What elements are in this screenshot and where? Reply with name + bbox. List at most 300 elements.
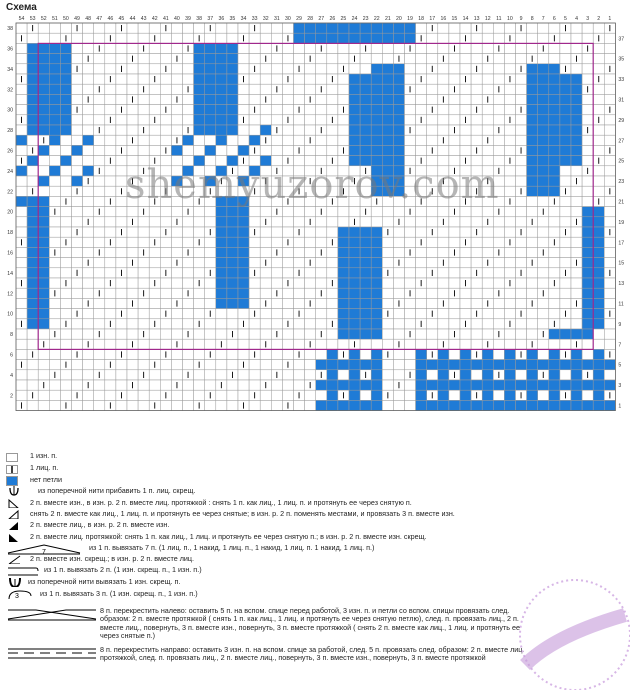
chart-cell: [105, 390, 116, 400]
chart-cell: [460, 84, 471, 94]
chart-cell: [460, 54, 471, 64]
chart-cell-empty: [349, 268, 360, 278]
column-number: 12: [484, 16, 491, 22]
chart-cell-empty: [582, 247, 593, 257]
chart-cell: [449, 33, 460, 43]
chart-cell: [127, 227, 138, 237]
chart-cell: [560, 237, 571, 247]
chart-cell: [294, 74, 305, 84]
chart-cell: [604, 339, 615, 349]
chart-cell-empty: [60, 94, 71, 104]
chart-cell-empty: [360, 400, 371, 410]
hook-icon: [6, 565, 40, 576]
chart-cell-empty: [227, 64, 238, 74]
chart-cell-empty: [371, 64, 382, 74]
chart-cell: [593, 94, 604, 104]
chart-cell: [560, 54, 571, 64]
chart-cell: [16, 105, 27, 115]
chart-cell: [604, 33, 615, 43]
chart-cell: [149, 380, 160, 390]
chart-cell: [16, 176, 27, 186]
row-number-left: 8: [10, 332, 13, 339]
chart-cell: [49, 309, 60, 319]
chart-cell: [493, 94, 504, 104]
column-number: 18: [418, 16, 425, 22]
vertical-bar-icon: [6, 465, 18, 474]
chart-cell: [482, 74, 493, 84]
chart-cell: [127, 319, 138, 329]
chart-cell: [249, 370, 260, 380]
chart-cell: [516, 94, 527, 104]
chart-cell: [127, 288, 138, 298]
chart-cell: [593, 339, 604, 349]
chart-cell: [516, 156, 527, 166]
chart-cell: [94, 380, 105, 390]
chart-cell-empty: [38, 176, 49, 186]
chart-cell: [171, 23, 182, 33]
chart-cell-empty: [593, 237, 604, 247]
chart-cell: [416, 217, 427, 227]
chart-cell-empty: [205, 64, 216, 74]
chart-cell: [83, 74, 94, 84]
cross-right-icon: [6, 646, 98, 660]
chart-cell: [194, 247, 205, 257]
chart-cell: [238, 370, 249, 380]
chart-cell: [83, 288, 94, 298]
chart-cell: [49, 186, 60, 196]
chart-cell: [249, 84, 260, 94]
chart-cell: [249, 125, 260, 135]
chart-cell: [72, 237, 83, 247]
chart-cell-empty: [360, 74, 371, 84]
chart-cell-empty: [360, 268, 371, 278]
chart-cell: [149, 349, 160, 359]
row-number-left: 2: [10, 393, 13, 400]
chart-cell: [194, 298, 205, 308]
chart-cell: [105, 247, 116, 257]
chart-cell: [527, 196, 538, 206]
chart-cell: [16, 54, 27, 64]
chart-cell: [227, 145, 238, 155]
chart-cell-empty: [527, 125, 538, 135]
chart-cell: [216, 400, 227, 410]
chart-cell: [94, 115, 105, 125]
chart-cell-empty: [338, 288, 349, 298]
chart-cell: [305, 207, 316, 217]
chart-cell: [438, 23, 449, 33]
chart-cell-empty: [504, 370, 515, 380]
chart-cell: [60, 370, 71, 380]
chart-cell: [49, 237, 60, 247]
row-number-right: 3: [618, 383, 622, 390]
chart-cell-empty: [571, 380, 582, 390]
chart-cell: [538, 217, 549, 227]
chart-cell: [138, 360, 149, 370]
chart-cell: [482, 268, 493, 278]
chart-cell: [16, 349, 27, 359]
chart-cell: [105, 23, 116, 33]
chart-cell: [60, 309, 71, 319]
chart-cell-empty: [527, 380, 538, 390]
chart-cell: [516, 247, 527, 257]
chart-cell-empty: [49, 115, 60, 125]
chart-cell: [271, 94, 282, 104]
chart-cell: [460, 227, 471, 237]
chart-cell: [16, 125, 27, 135]
chart-cell: [449, 64, 460, 74]
chart-cell-empty: [27, 105, 38, 115]
chart-cell-empty: [316, 33, 327, 43]
chart-cell: [149, 105, 160, 115]
row-number-right: 37: [618, 36, 625, 43]
chart-cell: [504, 145, 515, 155]
chart-cell: [604, 176, 615, 186]
chart-cell-empty: [294, 33, 305, 43]
chart-cell: [149, 94, 160, 104]
chart-cell: [382, 298, 393, 308]
chart-cell: [94, 258, 105, 268]
chart-cell: [516, 339, 527, 349]
chart-cell: [271, 115, 282, 125]
chart-cell: [438, 33, 449, 43]
chart-cell: [360, 64, 371, 74]
chart-cell: [604, 196, 615, 206]
chart-cell-empty: [549, 74, 560, 84]
chart-cell: [16, 186, 27, 196]
chart-cell: [105, 349, 116, 359]
chart-cell: [271, 135, 282, 145]
chart-cell: [294, 319, 305, 329]
chart-cell-empty: [216, 125, 227, 135]
chart-cell: [338, 115, 349, 125]
row-number-right: 23: [618, 179, 625, 186]
chart-cell: [360, 339, 371, 349]
chart-cell: [416, 84, 427, 94]
chart-cell: [260, 74, 271, 84]
chart-cell: [138, 54, 149, 64]
row-number-right: 15: [618, 260, 625, 267]
chart-cell-empty: [27, 278, 38, 288]
row-number-right: 11: [618, 301, 624, 308]
chart-cell: [16, 94, 27, 104]
chart-cell: [316, 135, 327, 145]
chart-cell: [38, 329, 49, 339]
chart-cell: [282, 23, 293, 33]
chart-cell: [438, 115, 449, 125]
chart-cell-empty: [393, 145, 404, 155]
chart-cell: [238, 94, 249, 104]
chart-cell: [94, 145, 105, 155]
chart-cell: [338, 54, 349, 64]
chart-cell: [504, 94, 515, 104]
chart-cell: [393, 268, 404, 278]
chart-cell: [160, 288, 171, 298]
chart-cell: [83, 349, 94, 359]
chart-cell: [504, 217, 515, 227]
chart-cell: [382, 258, 393, 268]
chart-cell: [493, 105, 504, 115]
column-number: 38: [196, 16, 203, 22]
chart-cell: [516, 84, 527, 94]
chart-cell: [183, 105, 194, 115]
chart-cell: [83, 186, 94, 196]
chart-cell: [271, 217, 282, 227]
chart-cell: [138, 298, 149, 308]
chart-cell: [83, 278, 94, 288]
chart-cell-empty: [49, 125, 60, 135]
chart-cell: [327, 288, 338, 298]
chart-cell-empty: [393, 135, 404, 145]
chart-cell: [427, 135, 438, 145]
chart-cell: [238, 349, 249, 359]
chart-cell: [271, 319, 282, 329]
chart-cell: [271, 74, 282, 84]
chart-cell: [482, 309, 493, 319]
chart-cell: [460, 298, 471, 308]
chart-cell-empty: [549, 390, 560, 400]
chart-cell-empty: [527, 390, 538, 400]
chart-cell: [382, 43, 393, 53]
chart-cell-empty: [327, 380, 338, 390]
chart-cell-empty: [382, 94, 393, 104]
chart-cell: [593, 54, 604, 64]
chart-cell: [482, 64, 493, 74]
chart-cell: [516, 125, 527, 135]
chart-cell-empty: [527, 186, 538, 196]
chart-cell: [305, 43, 316, 53]
column-number: 47: [96, 16, 103, 22]
chart-cell: [105, 84, 116, 94]
row-number-left: 38: [7, 26, 13, 33]
chart-cell: [571, 278, 582, 288]
chart-cell: [604, 207, 615, 217]
chart-cell-empty: [582, 298, 593, 308]
chart-cell: [83, 145, 94, 155]
chart-cell: [205, 217, 216, 227]
chart-cell: [493, 339, 504, 349]
chart-cell-empty: [371, 135, 382, 145]
chart-cell-empty: [593, 268, 604, 278]
chart-cell: [138, 319, 149, 329]
column-number: 11: [496, 16, 502, 22]
row-number-left: 10: [7, 311, 13, 318]
chart-cell: [183, 64, 194, 74]
chart-cell: [171, 115, 182, 125]
chart-cell-empty: [493, 380, 504, 390]
chart-cell: [227, 135, 238, 145]
chart-cell-empty: [560, 94, 571, 104]
chart-cell-empty: [38, 105, 49, 115]
chart-cell: [460, 145, 471, 155]
chart-cell: [405, 360, 416, 370]
chart-cell-empty: [527, 360, 538, 370]
chart-cell: [149, 227, 160, 237]
chart-cell: [527, 43, 538, 53]
chart-cell: [205, 33, 216, 43]
chart-cell: [549, 288, 560, 298]
chart-cell: [604, 370, 615, 380]
chart-cell-empty: [38, 237, 49, 247]
chart-cell: [282, 329, 293, 339]
chart-cell-empty: [27, 258, 38, 268]
chart-cell: [427, 319, 438, 329]
chart-cell: [271, 268, 282, 278]
chart-cell: [393, 278, 404, 288]
chart-cell: [116, 298, 127, 308]
chart-cell: [282, 84, 293, 94]
chart-cell-empty: [482, 400, 493, 410]
chart-cell: [327, 145, 338, 155]
chart-cell: [382, 54, 393, 64]
chart-cell-empty: [194, 105, 205, 115]
chart-cell: [72, 247, 83, 257]
chart-cell: [38, 349, 49, 359]
empty-square-icon: [6, 453, 18, 462]
chart-cell: [282, 370, 293, 380]
chart-cell-empty: [38, 125, 49, 135]
chart-cell: [460, 43, 471, 53]
chart-cell: [72, 84, 83, 94]
chart-cell: [393, 227, 404, 237]
chart-cell-empty: [449, 400, 460, 410]
chart-cell: [493, 33, 504, 43]
chart-cell: [527, 268, 538, 278]
chart-cell-empty: [560, 74, 571, 84]
chart-cell: [160, 329, 171, 339]
chart-cell-empty: [360, 94, 371, 104]
chart-cell: [504, 166, 515, 176]
chart-cell: [282, 349, 293, 359]
row-number-right: 1: [618, 403, 622, 410]
chart-cell-empty: [571, 349, 582, 359]
chart-cell: [271, 227, 282, 237]
chart-cell: [105, 298, 116, 308]
chart-cell: [549, 298, 560, 308]
chart-cell-empty: [238, 268, 249, 278]
chart-cell-empty: [416, 380, 427, 390]
chart-cell: [94, 105, 105, 115]
chart-cell: [471, 278, 482, 288]
chart-cell: [27, 33, 38, 43]
chart-cell-empty: [216, 64, 227, 74]
chart-cell: [538, 349, 549, 359]
chart-cell: [116, 33, 127, 43]
chart-cell: [149, 288, 160, 298]
chart-cell-empty: [582, 268, 593, 278]
chart-cell: [560, 258, 571, 268]
chart-cell-empty: [582, 329, 593, 339]
chart-cell: [83, 309, 94, 319]
chart-cell: [416, 94, 427, 104]
chart-cell: [94, 400, 105, 410]
chart-cell-empty: [238, 207, 249, 217]
chart-cell: [227, 33, 238, 43]
chart-cell: [271, 349, 282, 359]
chart-cell-empty: [560, 156, 571, 166]
chart-cell: [438, 329, 449, 339]
chart-cell: [171, 33, 182, 43]
chart-cell-empty: [560, 400, 571, 410]
chart-cell-empty: [227, 258, 238, 268]
chart-cell: [560, 339, 571, 349]
chart-cell: [449, 390, 460, 400]
chart-cell: [127, 84, 138, 94]
chart-cell: [249, 278, 260, 288]
chart-cell: [60, 288, 71, 298]
chart-cell: [427, 247, 438, 257]
chart-cell: [38, 23, 49, 33]
chart-cell: [516, 298, 527, 308]
chart-cell: [382, 207, 393, 217]
chart-cell: [116, 247, 127, 257]
chart-cell: [427, 54, 438, 64]
chart-cell-empty: [393, 125, 404, 135]
chart-cell: [282, 258, 293, 268]
chart-cell: [83, 115, 94, 125]
chart-cell: [460, 329, 471, 339]
chart-cell: [393, 370, 404, 380]
chart-cell: [49, 176, 60, 186]
chart-cell: [571, 186, 582, 196]
chart-cell: [327, 94, 338, 104]
chart-cell: [72, 156, 83, 166]
chart-cell: [504, 288, 515, 298]
chart-cell: [305, 115, 316, 125]
chart-cell: [27, 135, 38, 145]
chart-cell-empty: [593, 380, 604, 390]
chart-cell: [194, 390, 205, 400]
column-number: 1: [608, 16, 612, 22]
chart-cell-empty: [27, 309, 38, 319]
chart-cell: [49, 227, 60, 237]
chart-cell-empty: [360, 329, 371, 339]
chart-cell: [560, 278, 571, 288]
chart-cell-empty: [327, 349, 338, 359]
chart-cell: [560, 176, 571, 186]
chart-cell-empty: [460, 349, 471, 359]
chart-cell-empty: [593, 319, 604, 329]
chart-cell-empty: [205, 54, 216, 64]
chart-cell: [571, 268, 582, 278]
chart-cell: [427, 115, 438, 125]
chart-cell: [549, 258, 560, 268]
chart-cell-empty: [60, 64, 71, 74]
chart-cell: [327, 84, 338, 94]
chart-cell: [72, 360, 83, 370]
chart-cell-empty: [227, 54, 238, 64]
chart-cell-empty: [527, 135, 538, 145]
chart-cell: [471, 33, 482, 43]
chart-cell-empty: [571, 105, 582, 115]
chart-cell: [405, 278, 416, 288]
chart-cell: [371, 217, 382, 227]
chart-cell-empty: [49, 54, 60, 64]
chart-cell: [72, 319, 83, 329]
chart-cell: [294, 380, 305, 390]
chart-cell: [160, 94, 171, 104]
chart-cell: [438, 145, 449, 155]
chart-cell: [516, 74, 527, 84]
chart-cell: [271, 23, 282, 33]
chart-cell: [160, 247, 171, 257]
chart-cell-empty: [527, 94, 538, 104]
chart-cell: [482, 43, 493, 53]
chart-cell: [60, 207, 71, 217]
chart-cell: [382, 319, 393, 329]
chart-cell-empty: [60, 105, 71, 115]
chart-cell-empty: [460, 360, 471, 370]
chart-cell: [493, 237, 504, 247]
